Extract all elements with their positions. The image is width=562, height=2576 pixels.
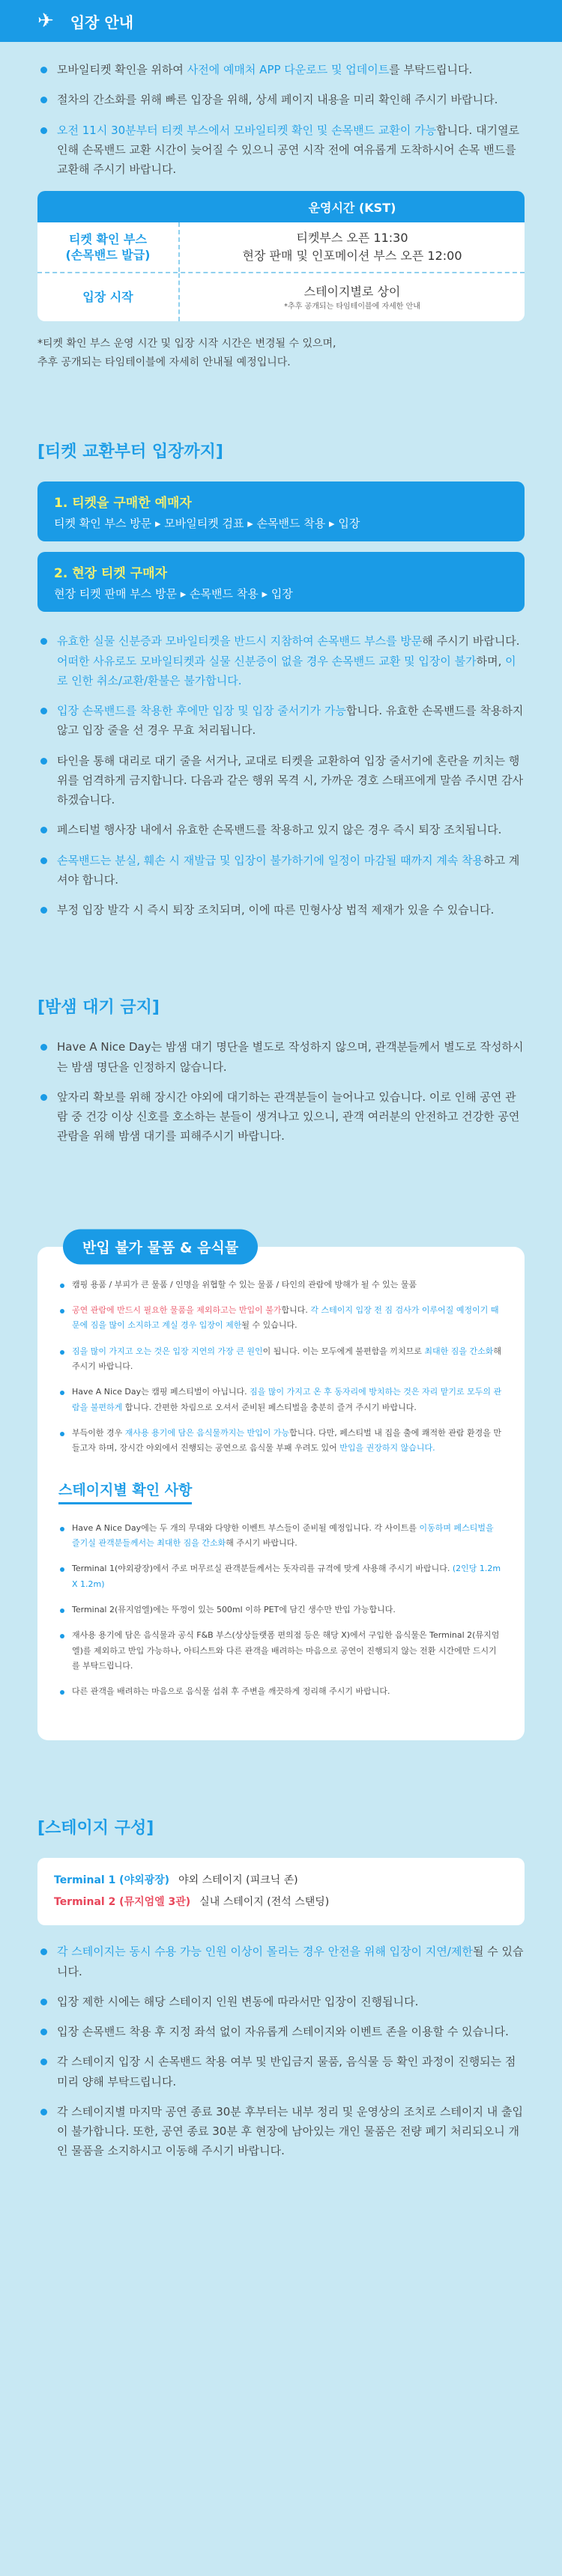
items-bullet-1: 캠핑 용품 / 부피가 큰 물품 / 인명을 위협할 수 있는 물품 / 타인의 관람에 방해가 될 수 있는 물품 [58, 1278, 504, 1292]
entry-bullet-1: 모바일티켓 확인을 위하여 사전에 예매처 APP 다운로드 및 업데이트를 부탁드립니다. [37, 60, 525, 79]
hours-row-ticket-booth: 티켓 확인 부스 (손목밴드 발급) 티켓부스 오픈 11:30 현장 판매 및 인포메이션 부스 오픈 12:00 [37, 222, 525, 272]
night-bullet-1: Have A Nice Day는 밤샘 대기 명단을 별도로 작성하지 않으며, 관객분들께서 별도로 작성하시는 밤샘 명단을 인정하지 않습니다. [37, 1037, 525, 1077]
stage-check-heading: 스테이지별 확인 사항 [58, 1479, 192, 1504]
exchange-section [0, 439, 562, 920]
stage-box [37, 1858, 525, 1926]
night-bullet-2: 앞자리 확보를 위해 장시간 야외에 대기하는 관객분들이 늘어나고 있습니다. 이로 인해 공연 관람 중 건강 이상 신호를 호소하는 분들이 생겨나고 있으니, 관객 여러분의 안전하고 건강한 공연 관람을 위해 밤샘 대기를 피해주시기 바랍니다. [37, 1087, 525, 1146]
stage-terminal-1: Terminal 1 (야외광장) 야외 스테이지 (피크닉 존) [54, 1874, 298, 1886]
items-bullet-4: Have A Nice Day는 캠핑 페스티벌이 아닙니다. 짐을 많이 가지고 온 후 동자리에 방치하는 것은 자리 맡기로 모두의 관람을 불편하게 합니다. 간편한 차림으로 오셔서 준비된 페스티벌을 충분히 즐겨 주시기 바랍니다. [58, 1385, 504, 1415]
items-card [37, 1239, 525, 1740]
exchange-bullet-3: 타인을 통해 대리로 대기 줄을 서거나, 교대로 티켓을 교환하여 입장 줄서기에 혼란을 끼치는 행위를 엄격하게 금지합니다. 다음과 같은 행위 목격 시, 가까운 경호 스태프에게 말씀 주시면 감사하겠습니다. [37, 751, 525, 810]
exchange-bullet-2: 입장 손목밴드를 착용한 후에만 입장 및 입장 줄서기가 가능합니다. 유효한 손목밴드를 착용하지 않고 입장 줄을 선 경우 무효 처리됩니다. [37, 701, 525, 741]
entry-bullet-3: 오전 11시 30분부터 티켓 부스에서 모바일티켓 확인 및 손목밴드 교환이 가능합니다. 대기열로 인해 손목밴드 교환 시간이 늦어질 수 있으니 공연 시작 전에 여유롭게 도착하시어 손목 밴드를 교환해 주시기 바랍니다. [37, 121, 525, 180]
exchange-bullet-1: 유효한 실물 신분증과 모바일티켓을 반드시 지참하여 손목밴드 부스를 방문해 주시기 바랍니다. 어떠한 사유로도 모바일티켓과 실물 신분증이 없을 경우 손목밴드 교환 및 입장이 불가하며, 이로 인한 취소/교환/환불은 불가합니다. [37, 631, 525, 690]
exchange-bullet-5: 손목밴드는 분실, 훼손 시 재발급 및 입장이 불가하기에 일정이 마감될 때까지 계속 착용하고 계셔야 합니다. [37, 851, 525, 890]
airplane-icon: ✈ [37, 10, 54, 32]
hours-table-header: 운영시간 (KST) [37, 191, 525, 222]
exchange-bullet-4: 페스티벌 행사장 내에서 유효한 손목밴드를 착용하고 있지 않은 경우 즉시 퇴장 조치됩니다. [37, 820, 525, 839]
hours-row-entry-start: 입장 시작 스테이지별로 상이 *추후 공개되는 타임테이블에 자세한 안내 [37, 272, 525, 321]
items-pill: 반입 불가 물품 & 음식물 [63, 1229, 258, 1264]
check-bullet-4: 재사용 용기에 담은 음식물과 공식 F&B 부스(상상들랫폼 편의점 등은 해당 X)에서 구입한 음식물은 Terminal 2(뮤지엄엘)를 제외하고 반입 가능하나, 아티스트와 다른 관객을 배려하는 마음으로 공연이 진행되지 않는 전환 시간에만 드시기를 부탁드립니다. [58, 1628, 504, 1674]
night-section [0, 994, 562, 1146]
check-bullet-1: Have A Nice Day에는 두 개의 무대와 다양한 이벤트 부스들이 준비될 예정입니다. 각 사이트를 이동하며 페스티벌을 즐기실 관객분들께서는 최대한 짐을 간소화해 주시기 바랍니다. [58, 1521, 504, 1552]
check-bullet-2: Terminal 1(야외광장)에서 주로 머무르실 관객분들께서는 돗자리를 규격에 맞게 사용해 주시기 바랍니다. (2인당 1.2m X 1.2m) [58, 1561, 504, 1592]
entry-note: *티켓 확인 부스 운영 시간 및 입장 시작 시간은 변경될 수 있으며, 추후 공개되는 타임테이블에 자세히 안내될 예정입니다. [37, 338, 336, 368]
stage-bullet-2: 입장 제한 시에는 해당 스테이지 인원 변동에 따라서만 입장이 진행됩니다. [37, 1992, 525, 2011]
stage-bullet-3: 입장 손목밴드 착용 후 지정 좌석 없이 자유롭게 스테이지와 이벤트 존을 이용할 수 있습니다. [37, 2022, 525, 2041]
entry-bullet-2: 절차의 간소화를 위해 빠른 입장을 위해, 상세 페이지 내용을 미리 확인해 주시기 바랍니다. [37, 90, 525, 109]
stage-title: [스테이지 구성] [37, 1818, 154, 1838]
hours-table [37, 191, 525, 321]
check-bullet-3: Terminal 2(뮤지엄엘)에는 뚜껑이 있는 500ml 이하 PET에 담긴 생수만 반입 가능합니다. [58, 1603, 504, 1617]
check-bullet-5: 다른 관객을 배려하는 마음으로 음식물 섭취 후 주변을 깨끗하게 정리해 주시기 바랍니다. [58, 1684, 504, 1699]
night-title: [밤샘 대기 금지] [37, 998, 160, 1018]
header-title: 입장 안내 [70, 13, 134, 31]
items-bullet-5: 부득이한 경우 재사용 용기에 담은 음식물까지는 반입이 가능합니다. 다만, 페스티벌 내 집을 출에 쾌적한 관람 환경을 만들고자 하며, 장시간 야외에서 진행되는 공연으로 음식물 부패 우려도 있어 반입을 권장하지 않습니다. [58, 1426, 504, 1456]
step-onsite: 2. 현장 티켓 구매자 현장 티켓 판매 부스 방문 ▸ 손목밴드 착용 ▸ 입장 [37, 552, 525, 612]
items-bullet-3: 짐을 많이 가지고 오는 것은 입장 지연의 가장 큰 원인이 됩니다. 이는 모두에게 불편함을 끼치므로 최대한 짐을 간소화해 주시기 바랍니다. [58, 1344, 504, 1375]
exchange-bullet-6: 부정 입장 발각 시 즉시 퇴장 조치되며, 이에 따른 민형사상 법적 제재가 있을 수 있습니다. [37, 900, 525, 920]
stage-terminal-2: Terminal 2 (뮤지엄엘 3관) 실내 스테이지 (전석 스탠딩) [54, 1896, 330, 1909]
step-prebooked: 1. 티켓을 구매한 예매자 티켓 확인 부스 방문 ▸ 모바일티켓 검표 ▸ 손목밴드 착용 ▸ 입장 [37, 482, 525, 541]
items-bullet-2: 공연 관람에 반드시 필요한 물품을 제외하고는 반입이 불가합니다. 각 스테이지 입장 전 짐 검사가 이루어질 예정이기 때문에 짐을 많이 소지하고 계실 경우 입장이 제한될 수 있습니다. [58, 1303, 504, 1334]
header-bar [0, 0, 562, 42]
entry-section [0, 42, 562, 371]
stage-bullet-4: 각 스테이지 입장 시 손목밴드 착용 여부 및 반입금지 물품, 음식물 등 확인 과정이 진행되는 점 미리 양해 부탁드립니다. [37, 2052, 525, 2092]
stage-bullet-1: 각 스테이지는 동시 수용 가능 인원 이상이 몰리는 경우 안전을 위해 입장이 지연/제한될 수 있습니다. [37, 1942, 525, 1981]
stage-section [0, 1815, 562, 2161]
stage-bullet-5: 각 스테이지별 마지막 공연 종료 30분 후부터는 내부 정리 및 운영상의 조치로 스테이지 내 출입이 불가합니다. 또한, 공연 종료 30분 후 현장에 남아있는 개인 물품은 전량 폐기 처리되오니 개인 물품을 소지하시고 이동해 주시기 바랍니다. [37, 2102, 525, 2161]
exchange-title: [티켓 교환부터 입장까지] [37, 443, 223, 462]
